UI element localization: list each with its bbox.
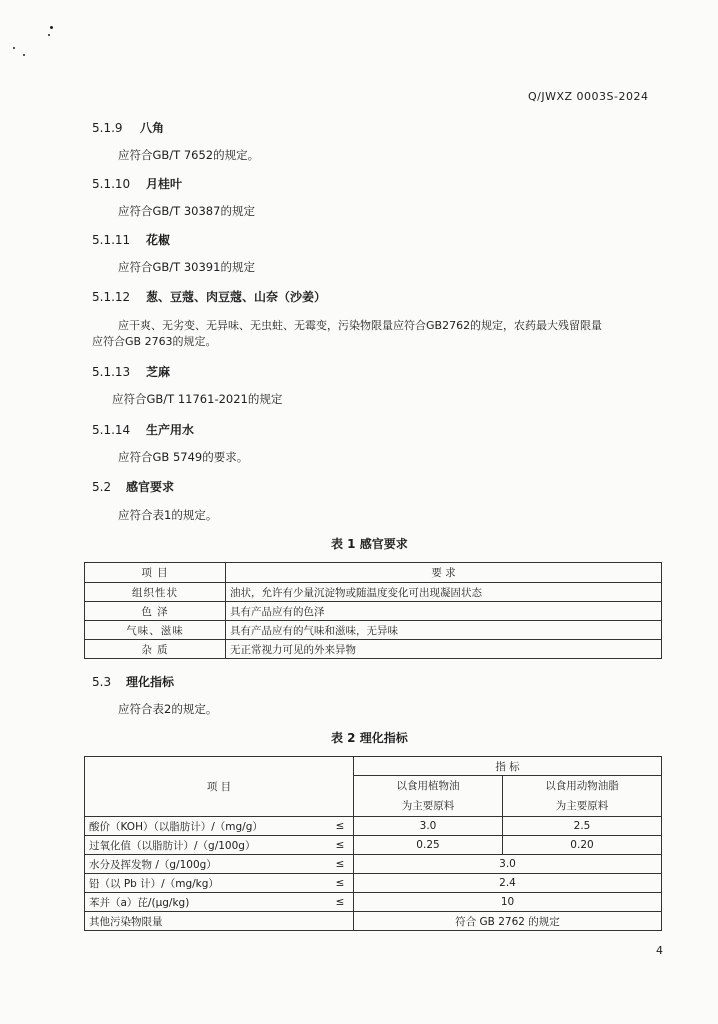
table-cell: 铅（以 Pb 计）/（mg/kg） xyxy=(85,874,328,893)
table-row xyxy=(85,836,662,855)
table-row xyxy=(85,912,662,931)
section-number: 5.1.13 xyxy=(92,365,131,379)
section-title: 芝麻 xyxy=(146,365,171,379)
table2-caption: 表 2 理化指标 xyxy=(331,731,408,745)
table-cell: 无正常视力可见的外来异物 xyxy=(226,640,662,659)
section-body-line: 应符合GB 2763的规定。 xyxy=(92,335,217,348)
section-number: 5.1.14 xyxy=(92,423,131,437)
scan-speck xyxy=(13,47,15,49)
table-cell: 色 泽 xyxy=(85,602,226,621)
table-row xyxy=(85,874,662,893)
table-cell: ≤ xyxy=(327,893,354,912)
table-cell: 苯并（a）芘/(μg/kg) xyxy=(85,893,328,912)
section-title: 感官要求 xyxy=(126,480,175,494)
table-cell: ≤ xyxy=(327,836,354,855)
section-heading-5-1-12 xyxy=(92,288,326,305)
section-title: 葱、豆蔻、肉豆蔻、山奈（沙姜） xyxy=(146,290,327,304)
table-row xyxy=(85,817,662,836)
section-body: 应符合GB/T 7652的规定。 xyxy=(118,148,260,162)
section-body: 应符合GB/T 30391的规定 xyxy=(118,260,255,274)
scan-speck xyxy=(23,54,25,56)
table-cell: 具有产品应有的气味和滋味，无异味 xyxy=(226,621,662,640)
section-number: 5.2 xyxy=(92,480,112,494)
section-number: 5.3 xyxy=(92,675,112,689)
table-row xyxy=(85,583,662,602)
table-cell: ≤ xyxy=(327,874,354,893)
table-cell: 具有产品应有的色泽 xyxy=(226,602,662,621)
table-row xyxy=(85,621,662,640)
section-heading-5-1-11 xyxy=(92,231,170,248)
table-cell: 符合 GB 2762 的规定 xyxy=(354,912,662,931)
section-heading-5-1-14 xyxy=(92,421,194,438)
table-cell: 10 xyxy=(354,893,662,912)
table-cell: 水分及挥发物 /（g/100g） xyxy=(85,855,328,874)
section-title: 生产用水 xyxy=(146,423,195,437)
table-row xyxy=(85,602,662,621)
header-line: 以食用植物油 xyxy=(396,780,460,792)
table-row xyxy=(85,893,662,912)
table-cell: 气味、滋味 xyxy=(85,621,226,640)
section-body-line: 应干爽、无劣变、无异味、无虫蛀、无霉变，污染物限量应符合GB2762的规定，农药最大残留限量 xyxy=(118,319,603,332)
table-cell: ≤ xyxy=(327,855,354,874)
section-heading-5-1-13 xyxy=(92,363,170,380)
table-header-cell: 项 目 xyxy=(85,757,354,817)
section-title: 花椒 xyxy=(146,233,171,247)
section-body: 应符合表1的规定。 xyxy=(118,508,218,522)
table-header-cell: 要 求 xyxy=(226,563,662,583)
scan-speck xyxy=(50,26,53,29)
table-cell xyxy=(327,912,354,931)
table-cell: 酸价（KOH）（以脂肪计）/（mg/g） xyxy=(85,817,328,836)
section-body: 应符合表2的规定。 xyxy=(118,702,218,716)
section-body: 应符合GB/T 11761-2021的规定 xyxy=(112,392,283,406)
table-cell: 3.0 xyxy=(354,817,503,836)
table-physicochemical-indicators xyxy=(84,756,662,931)
table-cell: 2.5 xyxy=(503,817,662,836)
table-cell: ≤ xyxy=(327,817,354,836)
page-number: 4 xyxy=(656,944,663,957)
header-line: 以食用动物油脂 xyxy=(545,780,619,792)
table-cell: 2.4 xyxy=(354,874,662,893)
table-header-cell: 项 目 xyxy=(85,563,226,583)
table-row xyxy=(85,640,662,659)
table-cell: 0.20 xyxy=(503,836,662,855)
table-header-cell xyxy=(354,776,503,817)
section-heading-5-3 xyxy=(92,673,174,690)
section-body: 应符合GB/T 30387的规定 xyxy=(118,204,255,218)
table-cell: 其他污染物限量 xyxy=(85,912,328,931)
table-cell: 过氧化值（以脂肪计）/（g/100g） xyxy=(85,836,328,855)
section-number: 5.1.12 xyxy=(92,290,131,304)
table-cell: 油状，允许有少量沉淀物或随温度变化可出现凝固状态 xyxy=(226,583,662,602)
section-number: 5.1.10 xyxy=(92,177,131,191)
header-line: 为主要原料 xyxy=(555,800,609,812)
scan-speck xyxy=(48,34,50,36)
section-title: 月桂叶 xyxy=(146,177,183,191)
section-heading-5-1-9 xyxy=(92,119,164,136)
section-heading-5-2 xyxy=(92,478,174,495)
section-body: 应符合GB 5749的要求。 xyxy=(118,450,249,464)
table-header-row xyxy=(85,563,662,583)
table-cell: 3.0 xyxy=(354,855,662,874)
table1-caption: 表 1 感官要求 xyxy=(331,537,408,551)
table-cell: 杂 质 xyxy=(85,640,226,659)
section-number: 5.1.9 xyxy=(92,121,123,135)
section-title: 理化指标 xyxy=(126,675,175,689)
table-cell: 0.25 xyxy=(354,836,503,855)
table-row xyxy=(85,855,662,874)
table-header-cell xyxy=(503,776,662,817)
section-heading-5-1-10 xyxy=(92,175,182,192)
header-line: 为主要原料 xyxy=(401,800,455,812)
table-header-row xyxy=(85,757,662,776)
document-code: Q/JWXZ 0003S-2024 xyxy=(528,90,649,103)
table-cell: 组织性状 xyxy=(85,583,226,602)
section-title: 八角 xyxy=(140,121,165,135)
table-sensory-requirements xyxy=(84,562,662,659)
table-header-cell: 指 标 xyxy=(354,757,662,776)
section-number: 5.1.11 xyxy=(92,233,131,247)
